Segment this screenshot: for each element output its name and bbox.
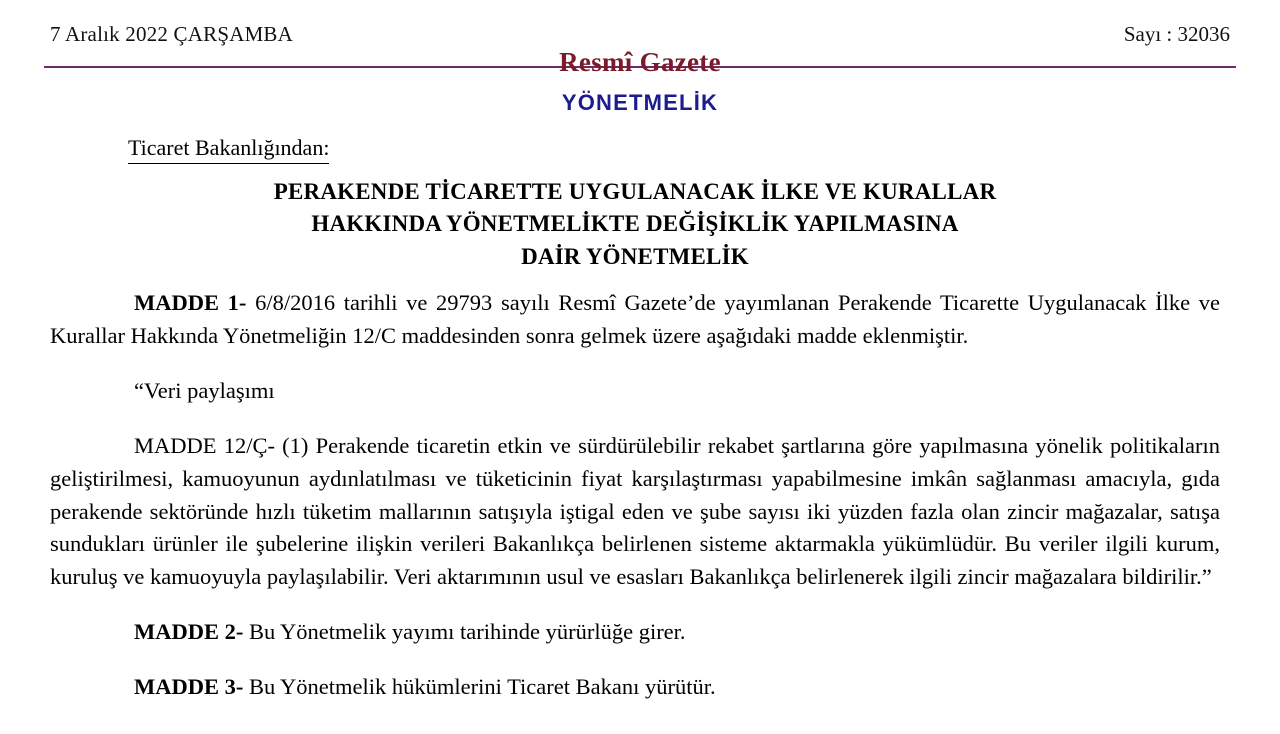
issue-number: Sayı : 32036 bbox=[1123, 22, 1230, 46]
document-title bbox=[50, 176, 1220, 274]
article-3-text: Bu Yönetmelik hükümlerini Ticaret Bakanı yürütür. bbox=[243, 674, 716, 700]
article-12c-text: MADDE 12/Ç- (1) Perakende ticaretin etkin ve sürdürülebilir rekabet şartlarına göre yapılmasına yönelik politikaların geliştirilmesi, kamuoyunun aydınlatılması ve tüketicinin fiyat karşılaştırması yapabilmesine imkân sağlanması amacıyla, gıda perakende sektöründe hızlı tüketim mallarının satışıyla iştigal eden ve şube sayısı iki yüzden fazla olan zincir mağazalar, satışa sundukları ürünler ile şubelerine ilişkin verileri Bakanlıkça belirlenen sisteme aktarmakla yükümlüdür. Bu veriler ilgili kurum, kuruluş ve kamuoyuyla paylaşılabilir. Veri aktarımının usul ve esasları Bakanlıkça belirlenerek ilgili zincir mağazalara bildirilir.” bbox=[50, 433, 1220, 589]
gazette-title: Resmî Gazete bbox=[559, 47, 721, 77]
issuer-line: Ticaret Bakanlığından: bbox=[128, 134, 329, 164]
document-title-line-2: HAKKINDA YÖNETMELİKTE DEĞİŞİKLİK YAPILMASINA bbox=[311, 211, 959, 237]
article-12c bbox=[50, 430, 1220, 593]
quote-heading-text: “Veri paylaşımı bbox=[134, 378, 275, 404]
masthead-row bbox=[50, 22, 1230, 47]
article-2-lead: MADDE 2- bbox=[134, 618, 244, 644]
masthead bbox=[0, 0, 1280, 77]
article-3-lead: MADDE 3- bbox=[134, 674, 244, 700]
issuer-line-wrap bbox=[50, 134, 1220, 164]
article-1-text: 6/8/2016 tarihli ve 29793 sayılı Resmî Gazete’de yayımlanan Perakende Ticarette Uygulanacak İlke ve Kurallar Hakkında Yönetmeliğin 12/C maddesinden sonra gelmek üzere aşağıdaki madde eklenmiştir. bbox=[50, 290, 1221, 349]
article-3 bbox=[50, 671, 1220, 704]
section-heading: YÖNETMELİK bbox=[561, 90, 719, 115]
document-title-line-3: DAİR YÖNETMELİK bbox=[521, 243, 749, 269]
quote-heading bbox=[50, 375, 1220, 408]
article-2 bbox=[50, 616, 1220, 649]
document-title-line-1: PERAKENDE TİCARETTE UYGULANACAK İLKE VE KURALLAR bbox=[273, 178, 997, 204]
article-1-lead: MADDE 1- bbox=[134, 290, 247, 316]
article-1 bbox=[50, 287, 1220, 352]
masthead-divider bbox=[44, 66, 1236, 68]
document-body bbox=[50, 134, 1220, 704]
publication-date: 7 Aralık 2022 ÇARŞAMBA bbox=[50, 22, 294, 46]
article-2-text: Bu Yönetmelik yayımı tarihinde yürürlüğe girer. bbox=[243, 618, 686, 644]
